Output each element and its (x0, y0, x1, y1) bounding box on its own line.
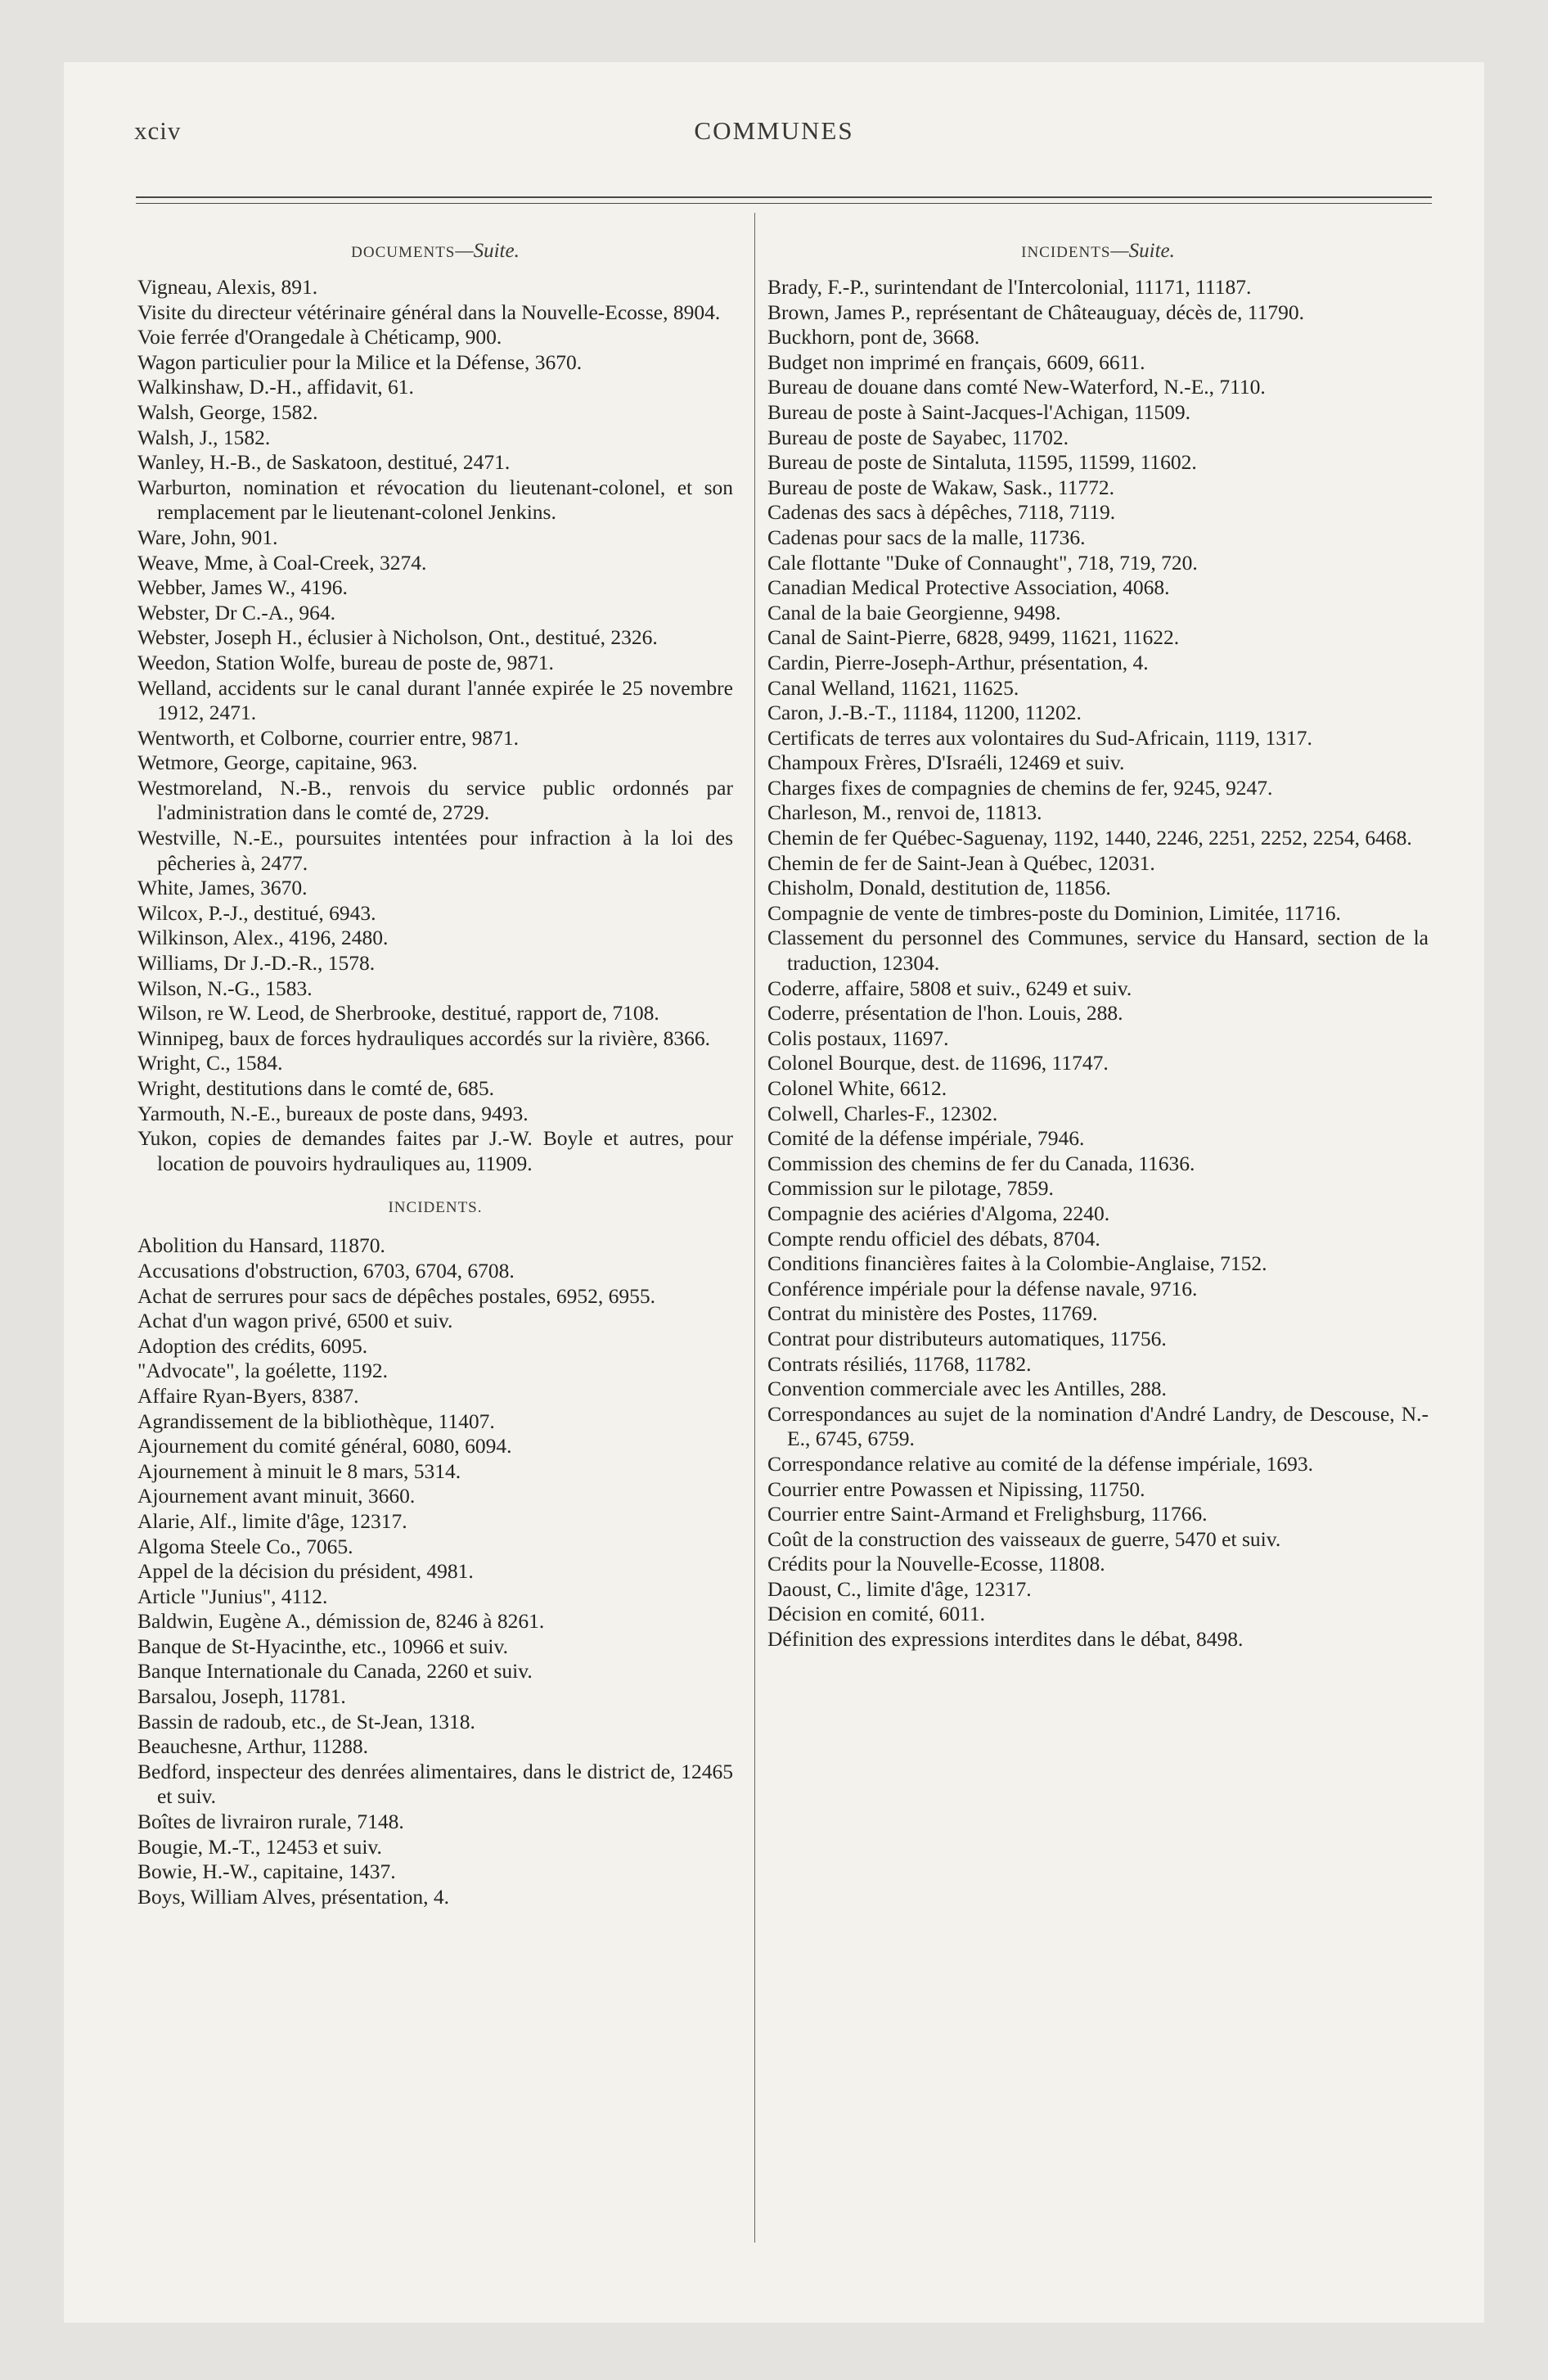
index-entry: Bedford, inspecteur des denrées alimentaires, dans le district de, 12465 et suiv. (137, 1759, 733, 1809)
index-entry: Walsh, J., 1582. (137, 425, 271, 449)
index-entry: Bougie, M.-T., 12453 et suiv. (137, 1834, 382, 1859)
index-entry: Canal de Saint-Pierre, 6828, 9499, 11621, 11622. (767, 625, 1180, 650)
index-entry: Wright, destitutions dans le comté de, 685. (137, 1076, 494, 1100)
index-entry: Abolition du Hansard, 11870. (137, 1233, 385, 1258)
index-entry: Appel de la décision du président, 4981. (137, 1559, 474, 1584)
index-entry: Wilkinson, Alex., 4196, 2480. (137, 926, 389, 950)
index-entry: Webster, Joseph H., éclusier à Nicholson, Ont., destitué, 2326. (137, 625, 658, 650)
index-entry: Ajournement avant minuit, 3660. (137, 1484, 416, 1508)
index-entry: Commission sur le pilotage, 7859. (767, 1176, 1054, 1201)
index-entry: Bureau de douane dans comté New-Waterford, N.-E., 7110. (767, 375, 1266, 399)
index-entry: Compagnie des aciéries d'Algoma, 2240. (767, 1201, 1110, 1225)
index-entry: Voie ferrée d'Orangedale à Chéticamp, 900. (137, 325, 502, 349)
index-entry: Courrier entre Powassen et Nipissing, 11750. (767, 1476, 1145, 1501)
index-entry: Bureau de poste de Sayabec, 11702. (767, 425, 1069, 449)
documents-heading (137, 239, 733, 265)
index-entry: Achat d'un wagon privé, 6500 et suiv. (137, 1309, 453, 1333)
index-entry: Contrat pour distributeurs automatiques, 11756. (767, 1326, 1167, 1350)
index-entry: Canal Welland, 11621, 11625. (767, 675, 1019, 700)
index-entry: Algoma Steele Co., 7065. (137, 1534, 353, 1558)
column-divider (754, 213, 755, 2243)
index-entry: Courrier entre Saint-Armand et Frelighsburg, 11766. (767, 1502, 1208, 1526)
index-entry: Conférence impériale pour la défense navale, 9716. (767, 1276, 1198, 1300)
index-entry: Wanley, H.-B., de Saskatoon, destitué, 2471. (137, 450, 511, 475)
index-entry: Williams, Dr J.-D.-R., 1578. (137, 951, 376, 976)
index-entry: Wagon particulier pour la Milice et la Défense, 3670. (137, 349, 583, 374)
index-entry: Ajournement à minuit le 8 mars, 5314. (137, 1458, 461, 1483)
incidents-suite-list (767, 275, 1429, 1652)
index-entry: Vigneau, Alexis, 891. (137, 275, 318, 299)
index-entry: Warburton, nomination et révocation du lieutenant-colonel, et son remplacement par le lieutenant-colonel Jenkins. (137, 475, 733, 525)
incidents-suite-heading-suffix: —Suite. (1110, 240, 1175, 262)
index-entry: Accusations d'obstruction, 6703, 6704, 6708. (137, 1258, 515, 1282)
index-entry: Boîtes de livrairon rurale, 7148. (137, 1810, 404, 1834)
index-entry: "Advocate", la goélette, 1192. (137, 1359, 388, 1383)
index-entry: Wilson, N.-G., 1583. (137, 976, 313, 1000)
page-number: xciv (134, 116, 182, 145)
index-entry: Visite du directeur vétérinaire général dans la Nouvelle-Ecosse, 8904. (137, 300, 721, 324)
right-column (767, 239, 1429, 1652)
index-entry: Westville, N.-E., poursuites intentées pour infraction à la loi des pêcheries à, 2477. (137, 826, 733, 875)
index-entry: Cadenas des sacs à dépêches, 7118, 7119. (767, 500, 1116, 525)
documents-heading-caps: DOCUMENTS (351, 244, 456, 261)
index-entry: Chemin de fer de Saint-Jean à Québec, 12031. (767, 850, 1155, 875)
index-entry: Bowie, H.-W., capitaine, 1437. (137, 1859, 396, 1884)
index-entry: Cale flottante "Duke of Connaught", 718, 719, 720. (767, 550, 1198, 575)
index-entry: Winnipeg, baux de forces hydrauliques accordés sur la rivière, 8366. (137, 1025, 710, 1050)
index-entry: Décision en comité, 6011. (767, 1602, 986, 1626)
index-entry: Convention commerciale avec les Antilles, 288. (767, 1377, 1167, 1401)
left-column (137, 239, 733, 1909)
index-entry: Cardin, Pierre-Joseph-Arthur, présentation, 4. (767, 650, 1149, 674)
index-entry: Définition des expressions interdites dans le débat, 8498. (767, 1627, 1244, 1652)
index-entry: Champoux Frères, D'Israéli, 12469 et suiv. (767, 751, 1125, 775)
index-entry: Bureau de poste de Sintaluta, 11595, 11599, 11602. (767, 450, 1197, 475)
index-entry: Webber, James W., 4196. (137, 575, 348, 600)
index-entry: Weave, Mme, à Coal-Creek, 3274. (137, 550, 427, 575)
index-entry: Boys, William Alves, présentation, 4. (137, 1884, 449, 1909)
book-page (64, 62, 1484, 2323)
index-entry: Bureau de poste à Saint-Jacques-l'Achigan, 11509. (767, 399, 1191, 424)
index-entry: Walkinshaw, D.-H., affidavit, 61. (137, 375, 414, 399)
documents-heading-suffix: —Suite. (455, 240, 520, 262)
index-entry: Bureau de poste de Wakaw, Sask., 11772. (767, 475, 1115, 499)
index-entry: Bassin de radoub, etc., de St-Jean, 1318. (137, 1709, 475, 1733)
index-entry: White, James, 3670. (137, 876, 308, 900)
incidents-suite-heading (767, 239, 1429, 265)
index-entry: Weedon, Station Wolfe, bureau de poste de, 9871. (137, 650, 554, 674)
index-entry: Article "Junius", 4112. (137, 1584, 328, 1608)
index-entry: Agrandissement de la bibliothèque, 11407. (137, 1409, 495, 1433)
documents-list (137, 275, 733, 1176)
index-entry: Contrats résiliés, 11768, 11782. (767, 1351, 1032, 1376)
index-entry: Achat de serrures pour sacs de dépêches postales, 6952, 6955. (137, 1283, 656, 1308)
index-entry: Baldwin, Eugène A., démission de, 8246 à 8261. (137, 1609, 545, 1634)
index-entry: Canadian Medical Protective Association, 4068. (767, 575, 1170, 600)
index-entry: Beauchesne, Arthur, 11288. (137, 1734, 369, 1759)
index-entry: Colonel Bourque, dest. de 11696, 11747. (767, 1051, 1109, 1075)
index-entry: Conditions financières faites à la Colombie-Anglaise, 7152. (767, 1251, 1267, 1276)
index-entry: Affaire Ryan-Byers, 8387. (137, 1383, 359, 1408)
index-entry: Comité de la défense impériale, 7946. (767, 1126, 1085, 1151)
index-entry: Coderre, présentation de l'hon. Louis, 288. (767, 1001, 1123, 1025)
running-header (64, 116, 1484, 149)
index-entry: Brady, F.-P., surintendant de l'Intercolonial, 11171, 11187. (767, 275, 1252, 299)
index-entry: Yukon, copies de demandes faites par J.-W. Boyle et autres, pour location de pouvoirs hydrauliques au, 11909. (137, 1126, 733, 1175)
index-entry: Brown, James P., représentant de Châteauguay, décès de, 11790. (767, 300, 1304, 324)
index-entry: Correspondances au sujet de la nomination d'André Landry, de Descouse, N.-E., 6745, 6759. (767, 1401, 1429, 1451)
index-entry: Walsh, George, 1582. (137, 399, 318, 424)
section-title: COMMUNES (694, 116, 854, 145)
incidents-heading: INCIDENTS. (388, 1199, 483, 1217)
index-entry: Wetmore, George, capitaine, 963. (137, 751, 418, 775)
index-entry: Daoust, C., limite d'âge, 12317. (767, 1576, 1032, 1601)
index-entry: Coût de la construction des vaisseaux de guerre, 5470 et suiv. (767, 1526, 1281, 1551)
header-rule (136, 196, 1432, 198)
index-entry: Ajournement du comité général, 6080, 6094. (137, 1434, 512, 1458)
index-entry: Adoption des crédits, 6095. (137, 1333, 368, 1358)
index-entry: Alarie, Alf., limite d'âge, 12317. (137, 1508, 407, 1533)
index-entry: Correspondance relative au comité de la défense impériale, 1693. (767, 1451, 1313, 1476)
index-entry: Coderre, affaire, 5808 et suiv., 6249 et suiv. (767, 976, 1132, 1000)
header-rule-thin (136, 203, 1432, 204)
index-entry: Chisholm, Donald, destitution de, 11856. (767, 876, 1111, 900)
index-entry: Contrat du ministère des Postes, 11769. (767, 1301, 1098, 1326)
index-entry: Colwell, Charles-F., 12302. (767, 1101, 998, 1125)
index-entry: Caron, J.-B.-T., 11184, 11200, 11202. (767, 701, 1082, 725)
index-entry: Yarmouth, N.-E., bureaux de poste dans, 9493. (137, 1101, 529, 1125)
index-entry: Compagnie de vente de timbres-poste du Dominion, Limitée, 11716. (767, 900, 1341, 925)
index-entry: Colonel White, 6612. (767, 1076, 947, 1100)
index-entry: Barsalou, Joseph, 11781. (137, 1684, 346, 1709)
index-entry: Canal de la baie Georgienne, 9498. (767, 600, 1061, 624)
index-entry: Classement du personnel des Communes, service du Hansard, section de la traduction, 12304. (767, 926, 1429, 976)
index-entry: Buckhorn, pont de, 3668. (767, 325, 980, 349)
index-entry: Colis postaux, 11697. (767, 1025, 949, 1050)
index-entry: Webster, Dr C.-A., 964. (137, 600, 335, 624)
index-entry: Wright, C., 1584. (137, 1051, 283, 1075)
index-entry: Welland, accidents sur le canal durant l'année expirée le 25 novembre 1912, 2471. (137, 675, 733, 725)
index-entry: Charges fixes de compagnies de chemins de fer, 9245, 9247. (767, 775, 1273, 800)
incidents-list (137, 1233, 733, 1909)
index-entry: Charleson, M., renvoi de, 11813. (767, 800, 1042, 825)
index-entry: Commission des chemins de fer du Canada, 11636. (767, 1151, 1195, 1175)
index-entry: Banque de St-Hyacinthe, etc., 10966 et suiv. (137, 1634, 508, 1658)
index-entry: Banque Internationale du Canada, 2260 et suiv. (137, 1659, 533, 1684)
index-entry: Westmoreland, N.-B., renvois du service public ordonnés par l'administration dans le comté de, 2729. (137, 775, 733, 825)
index-entry: Wilcox, P.-J., destitué, 6943. (137, 900, 376, 925)
index-entry: Budget non imprimé en français, 6609, 6611. (767, 349, 1145, 374)
index-entry: Wilson, re W. Leod, de Sherbrooke, destitué, rapport de, 7108. (137, 1001, 659, 1025)
incidents-suite-heading-caps: INCIDENTS (1021, 244, 1111, 261)
index-entry: Wentworth, et Colborne, courrier entre, 9871. (137, 725, 520, 750)
index-entry: Compte rendu officiel des débats, 8704. (767, 1226, 1100, 1251)
index-entry: Cadenas pour sacs de la malle, 11736. (767, 525, 1086, 549)
index-entry: Ware, John, 901. (137, 525, 278, 549)
index-entry: Crédits pour la Nouvelle-Ecosse, 11808. (767, 1552, 1105, 1576)
index-entry: Chemin de fer Québec-Saguenay, 1192, 1440, 2246, 2251, 2252, 2254, 6468. (767, 826, 1412, 850)
index-entry: Certificats de terres aux volontaires du Sud-Africain, 1119, 1317. (767, 725, 1312, 750)
